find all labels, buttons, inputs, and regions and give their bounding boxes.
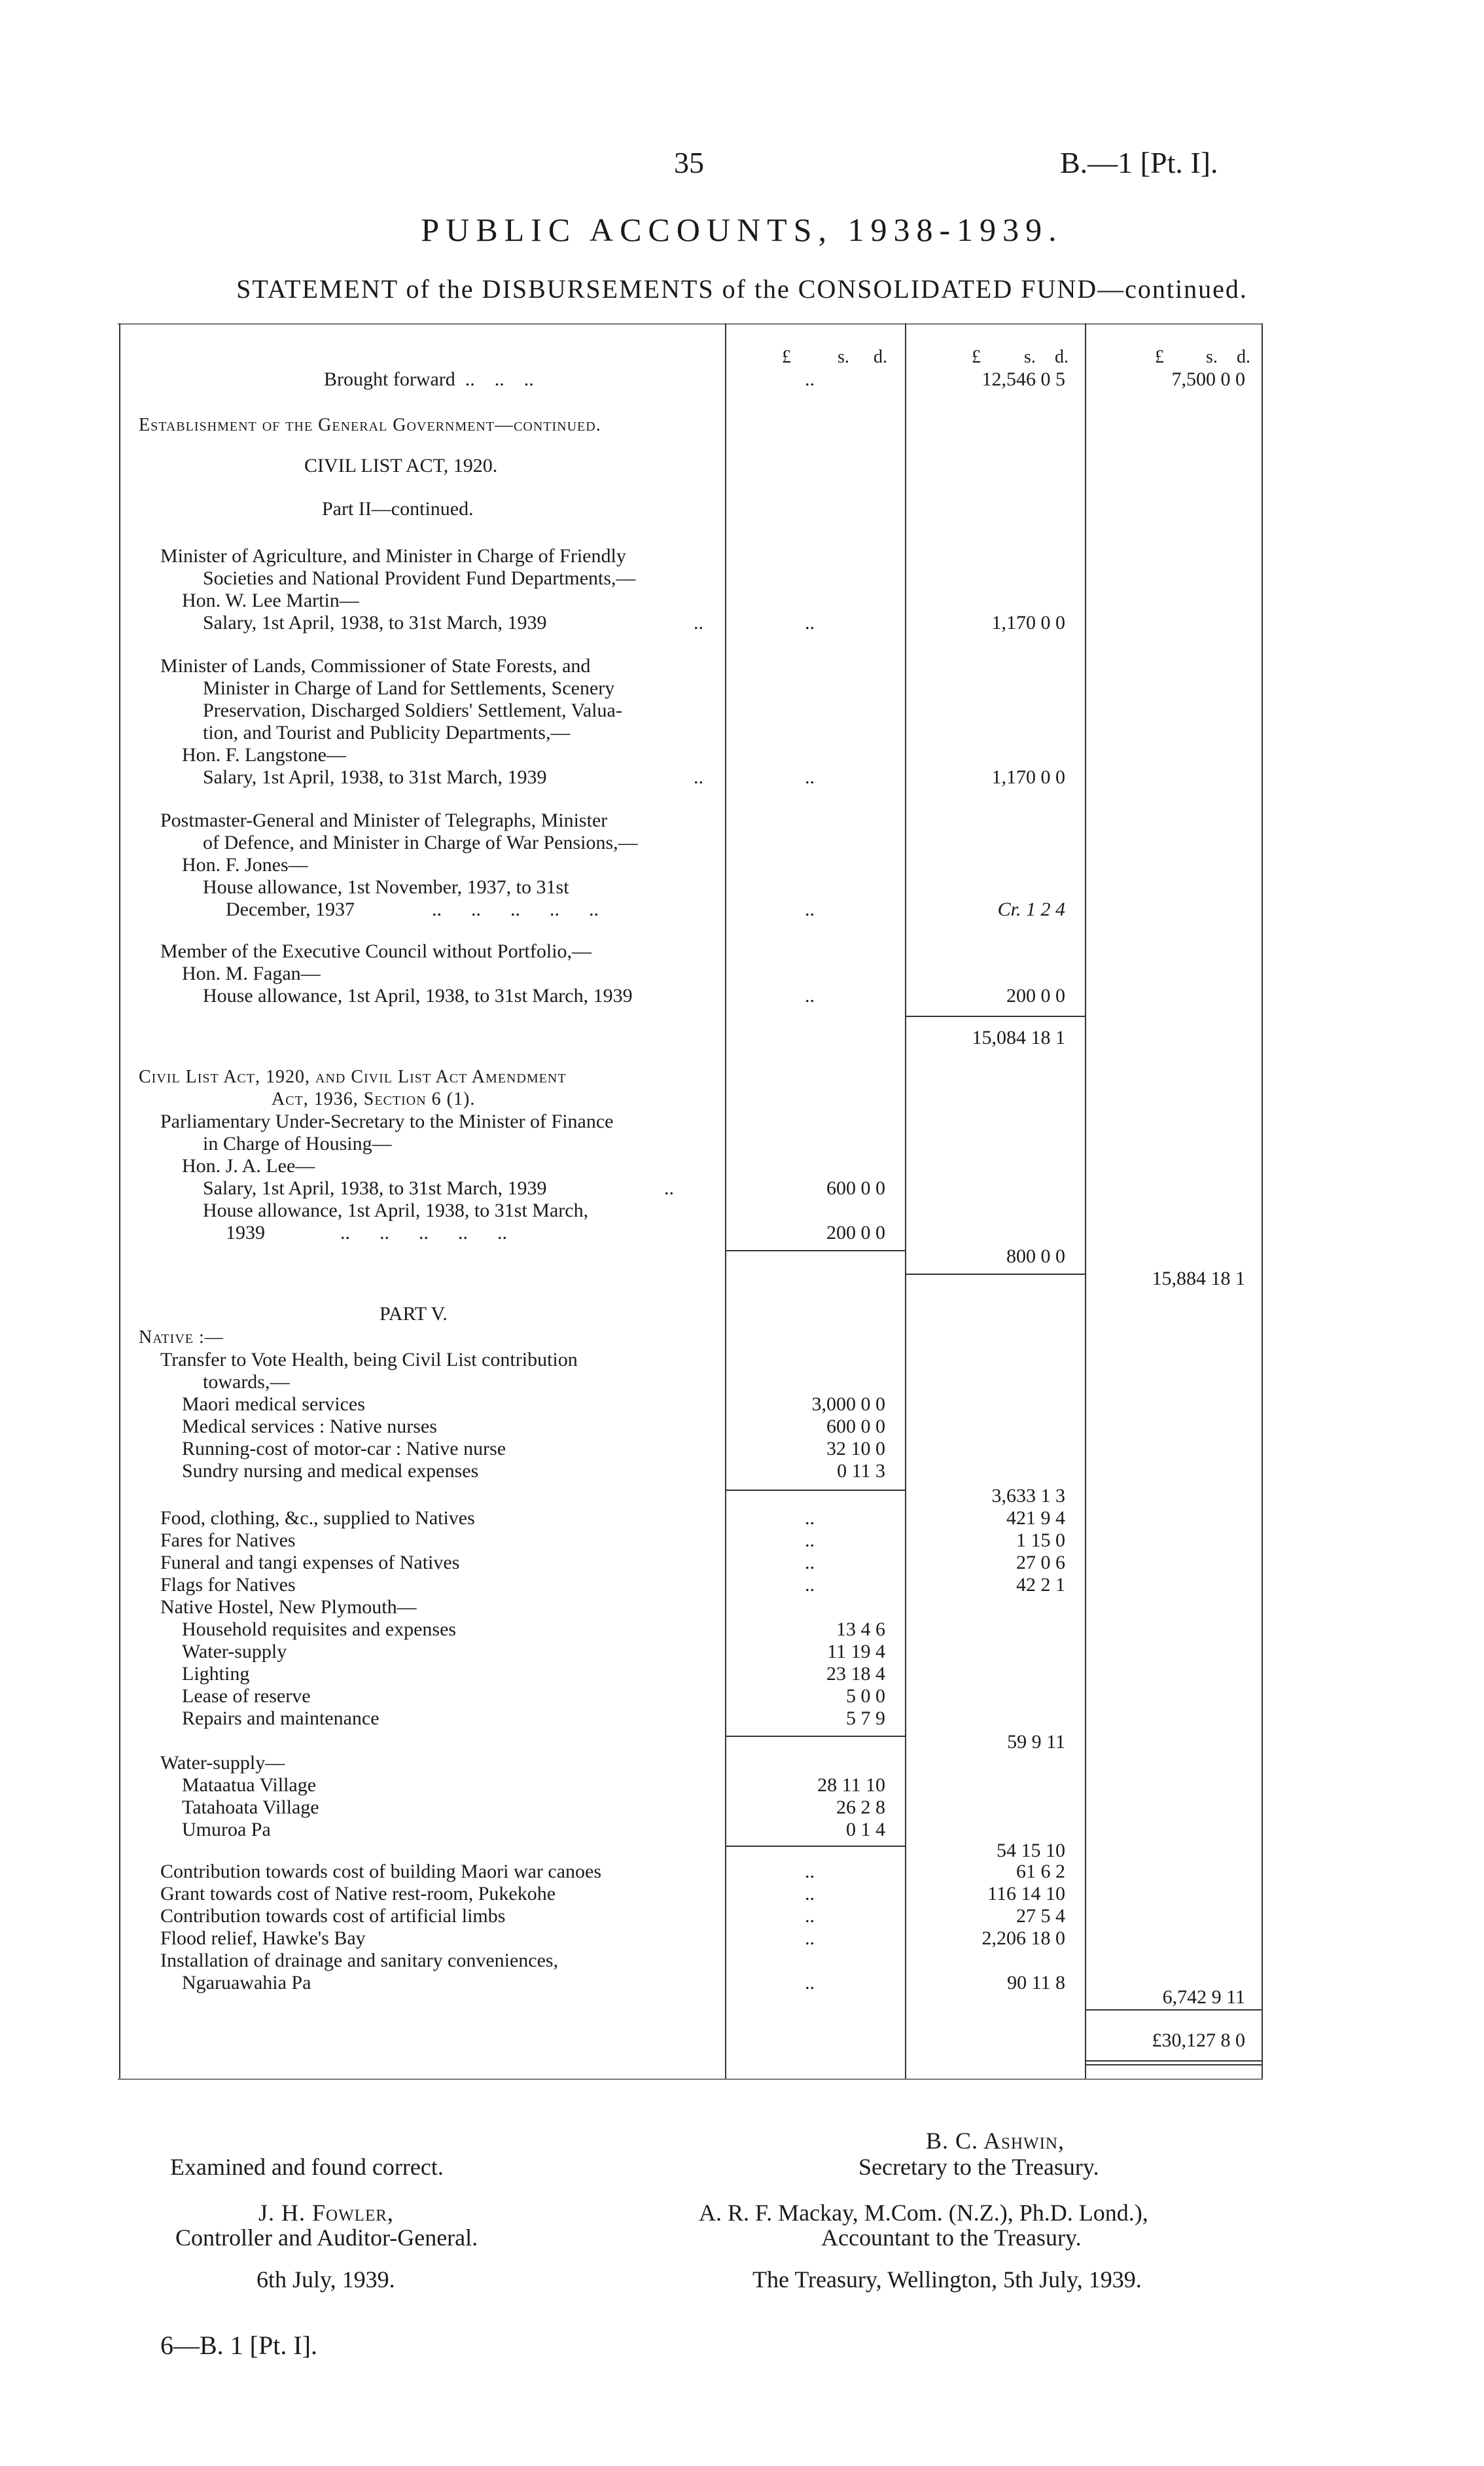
grand-total-rule — [1085, 2060, 1262, 2065]
entry-description: Umuroa Pa — [182, 1819, 271, 1840]
table-top-rule — [118, 323, 1263, 325]
col3-head-pound: £ — [1155, 347, 1164, 367]
entry-description: of Defence, and Minister in Charge of War Pensions,— — [203, 832, 638, 853]
leader-dots: .. — [805, 368, 815, 390]
examined-note: Examined and found correct. — [170, 2154, 444, 2180]
page-number: 35 — [674, 146, 704, 179]
entry-description: Tatahoata Village — [182, 1796, 319, 1818]
amount-col2: 1,170 0 0 — [991, 766, 1065, 788]
leader-dots: .. — [805, 766, 815, 788]
divider-col2 — [1085, 323, 1086, 2079]
date-left: 6th July, 1939. — [256, 2266, 395, 2293]
act-heading: Civil List Act, 1920, and Civil List Act Amendment — [139, 1067, 567, 1087]
amount-col2: 116 14 10 — [987, 1883, 1065, 1904]
col2-head-shilling: s. — [1024, 347, 1036, 367]
entry-description: Minister of Agriculture, and Minister in Charge of Friendly — [160, 545, 626, 567]
entry-description: Water-supply — [182, 1641, 287, 1662]
entry-description: Water-supply— — [160, 1752, 285, 1774]
page-title: PUBLIC ACCOUNTS, 1938-1939. — [421, 211, 1063, 248]
entry-description: Member of the Executive Council without Portfolio,— — [160, 940, 592, 962]
brought-forward-label: Brought forward .. .. .. — [324, 368, 534, 390]
amount-col2: 90 11 8 — [1007, 1972, 1065, 1993]
amount-col1: 5 7 9 — [846, 1707, 885, 1729]
amount-col1: 26 2 8 — [836, 1796, 885, 1818]
entry-description: Contribution towards cost of building Maori war canoes — [160, 1861, 602, 1882]
act-heading: CIVIL LIST ACT, 1920. — [304, 455, 498, 476]
entry-description: Lease of reserve — [182, 1685, 311, 1707]
amount-col1: 13 4 6 — [836, 1618, 885, 1640]
controller-name — [258, 2199, 394, 2226]
entry-description: tion, and Tourist and Publicity Departments,— — [203, 722, 571, 743]
amount-col2: 200 0 0 — [1006, 985, 1065, 1007]
secretary-name-text: B. C. Ashwin, — [926, 2128, 1065, 2154]
divider-desc — [725, 323, 726, 2079]
entry-description: December, 1937 — [226, 899, 355, 920]
entry-description: Transfer to Vote Health, being Civil List contribution — [160, 1349, 578, 1370]
amount-col1: 32 10 0 — [826, 1438, 885, 1459]
leader-dots: .. — [694, 766, 703, 788]
controller-title: Controller and Auditor-General. — [175, 2225, 478, 2251]
entry-description: Maori medical services — [182, 1393, 365, 1415]
amount-col2-credit: Cr. 1 2 4 — [997, 899, 1065, 920]
amount-col2: 54 15 10 — [997, 1840, 1065, 1861]
leader-dots: .. — [805, 1972, 815, 1993]
part-heading: Part II—continued. — [322, 498, 474, 520]
section-heading: Establishment of the General Government—continued. — [139, 415, 601, 435]
amount-col2: 3,633 1 3 — [991, 1485, 1065, 1507]
divider-col1 — [905, 323, 906, 2079]
amount-col2: 421 9 4 — [1006, 1507, 1065, 1529]
leader-dots: .. — [805, 1574, 815, 1596]
treasury-date: The Treasury, Wellington, 5th July, 1939. — [752, 2266, 1142, 2293]
amount-col1: 23 18 4 — [826, 1663, 885, 1685]
leader-dots: .. — [664, 1177, 674, 1199]
entry-description: Flood relief, Hawke's Bay — [160, 1927, 366, 1949]
accountant-name — [699, 2199, 1148, 2226]
leader-dots: .. — [805, 1905, 815, 1927]
entry-description: Preservation, Discharged Soldiers' Settlement, Valua- — [203, 700, 622, 721]
leader-dots: .. — [805, 1883, 815, 1904]
col1-head-pound: £ — [782, 347, 791, 367]
entry-description: Food, clothing, &c., supplied to Natives — [160, 1507, 475, 1529]
leader-dots: .. — [805, 1927, 815, 1949]
col1-head-shilling: s. — [838, 347, 849, 367]
entry-description: Contribution towards cost of artificial limbs — [160, 1905, 506, 1927]
document-reference: B.—1 [Pt. I]. — [1060, 146, 1218, 179]
leader-dots: .. — [805, 1507, 815, 1529]
entry-description: 1939 — [226, 1222, 265, 1243]
entry-description: Hon. M. Fagan— — [182, 963, 321, 984]
entry-description: Societies and National Provident Fund Departments,— — [203, 567, 636, 589]
entry-description: Postmaster-General and Minister of Telegraphs, Minister — [160, 810, 608, 831]
entry-description: House allowance, 1st April, 1938, to 31st March, — [203, 1200, 589, 1221]
col3-head-shilling: s. — [1206, 347, 1218, 367]
controller-name-text: J. H. Fowler, — [258, 2200, 394, 2226]
entry-description: in Charge of Housing— — [203, 1133, 392, 1154]
entry-description: Salary, 1st April, 1938, to 31st March, 1939 — [203, 766, 547, 788]
entry-description: Hon. F. Langstone— — [182, 744, 346, 766]
entry-description: Household requisites and expenses — [182, 1618, 457, 1640]
entry-description: Mataatua Village — [182, 1774, 317, 1796]
subtotal-rule — [1085, 2009, 1262, 2010]
amount-col2: 800 0 0 — [1006, 1245, 1065, 1267]
entry-description: House allowance, 1st November, 1937, to 31st — [203, 876, 569, 898]
leader-dots: .. — [694, 612, 703, 634]
divider-col3 — [1262, 323, 1263, 2079]
subtotal-rule — [725, 1846, 905, 1847]
entry-description: Installation of drainage and sanitary conveniences, — [160, 1950, 559, 1971]
table-left-border — [119, 323, 120, 2079]
amount-col2: 1 15 0 — [1016, 1529, 1065, 1551]
amount-col1: 0 11 3 — [837, 1460, 885, 1482]
leader-dots: .. — [805, 985, 815, 1007]
entry-description: Flags for Natives — [160, 1574, 296, 1596]
leader-dots: .. .. .. .. .. — [432, 899, 599, 920]
amount-col2: 1,170 0 0 — [991, 612, 1065, 634]
entry-description: Sundry nursing and medical expenses — [182, 1460, 479, 1482]
col1-head-pence: d. — [874, 347, 887, 367]
subtotal-rule — [725, 1490, 905, 1491]
print-reference: 6—B. 1 [Pt. I]. — [160, 2331, 317, 2360]
entry-description: towards,— — [203, 1371, 290, 1393]
entry-description: Minister of Lands, Commissioner of State Forests, and — [160, 655, 591, 677]
entry-description: Hon. F. Jones— — [182, 854, 308, 876]
entry-description: Salary, 1st April, 1938, to 31st March, 1939 — [203, 1177, 547, 1199]
accountant-title: Accountant to the Treasury. — [821, 2225, 1082, 2251]
leader-dots: .. — [805, 1529, 815, 1551]
entry-description: Hon. J. A. Lee— — [182, 1155, 315, 1177]
grand-total: £30,127 8 0 — [1152, 2029, 1245, 2051]
amount-col3: 6,742 9 11 — [1162, 1986, 1245, 2008]
entry-description: Hon. W. Lee Martin— — [182, 590, 359, 611]
amount-col1: 200 0 0 — [826, 1222, 885, 1243]
entry-description: Fares for Natives — [160, 1529, 296, 1551]
amount-col2: 2,206 18 0 — [981, 1927, 1065, 1949]
entry-description: Grant towards cost of Native rest-room, Pukekohe — [160, 1883, 556, 1904]
amount-col1: 600 0 0 — [826, 1177, 885, 1199]
act-heading: Act, 1936, Section 6 (1). — [272, 1089, 476, 1109]
entry-description: Repairs and maintenance — [182, 1707, 380, 1729]
entry-description: Lighting — [182, 1663, 250, 1685]
subtotal-rule — [905, 1274, 1085, 1275]
table-bottom-rule — [118, 2079, 1263, 2080]
secretary-title: Secretary to the Treasury. — [858, 2154, 1099, 2180]
brought-forward-col3: 7,500 0 0 — [1171, 368, 1245, 390]
amount-col1: 0 1 4 — [846, 1819, 885, 1840]
subtotal-rule — [725, 1736, 905, 1737]
subtotal-rule — [725, 1250, 905, 1251]
accountant-name-text: A. R. F. Mackay, M.Com. (N.Z.), Ph.D. Lond.), — [699, 2200, 1148, 2226]
section-heading: Native :— — [139, 1327, 224, 1348]
brought-forward-col2: 12,546 0 5 — [981, 368, 1065, 390]
entry-description: Parliamentary Under-Secretary to the Minister of Finance — [160, 1111, 614, 1132]
subtotal-col2: 15,084 18 1 — [972, 1027, 1065, 1048]
leader-dots: .. — [805, 1861, 815, 1882]
col3-head-pence: d. — [1237, 347, 1250, 367]
amount-col1: 28 11 10 — [817, 1774, 885, 1796]
entry-description: Medical services : Native nurses — [182, 1416, 437, 1437]
amount-col3: 15,884 18 1 — [1152, 1268, 1245, 1289]
amount-col2: 42 2 1 — [1016, 1574, 1065, 1596]
entry-description: Running-cost of motor-car : Native nurse — [182, 1438, 506, 1459]
amount-col2: 27 0 6 — [1016, 1552, 1065, 1573]
statement-subtitle: STATEMENT of the DISBURSEMENTS of the CONSOLIDATED FUND—continued. — [236, 274, 1248, 304]
col2-head-pound: £ — [972, 347, 981, 367]
entry-description: Minister in Charge of Land for Settlements, Scenery — [203, 677, 615, 699]
secretary-name — [926, 2127, 1065, 2154]
leader-dots: .. — [805, 612, 815, 634]
entry-description: Salary, 1st April, 1938, to 31st March, 1939 — [203, 612, 547, 634]
part-heading: PART V. — [380, 1303, 448, 1325]
col2-head-pence: d. — [1055, 347, 1069, 367]
leader-dots: .. — [805, 899, 815, 920]
amount-col1: 3,000 0 0 — [811, 1393, 885, 1415]
amount-col2: 61 6 2 — [1016, 1861, 1065, 1882]
leader-dots: .. .. .. .. .. — [340, 1222, 507, 1243]
amount-col2: 27 5 4 — [1016, 1905, 1065, 1927]
amount-col2: 59 9 11 — [1007, 1731, 1065, 1753]
entry-description: Ngaruawahia Pa — [182, 1972, 311, 1993]
amount-col1: 5 0 0 — [846, 1685, 885, 1707]
entry-description: Funeral and tangi expenses of Natives — [160, 1552, 460, 1573]
amount-col1: 600 0 0 — [826, 1416, 885, 1437]
amount-col1: 11 19 4 — [827, 1641, 885, 1662]
entry-description: House allowance, 1st April, 1938, to 31st March, 1939 — [203, 985, 633, 1007]
entry-description: Native Hostel, New Plymouth— — [160, 1596, 417, 1618]
subtotal-rule — [905, 1016, 1085, 1017]
leader-dots: .. — [805, 1552, 815, 1573]
